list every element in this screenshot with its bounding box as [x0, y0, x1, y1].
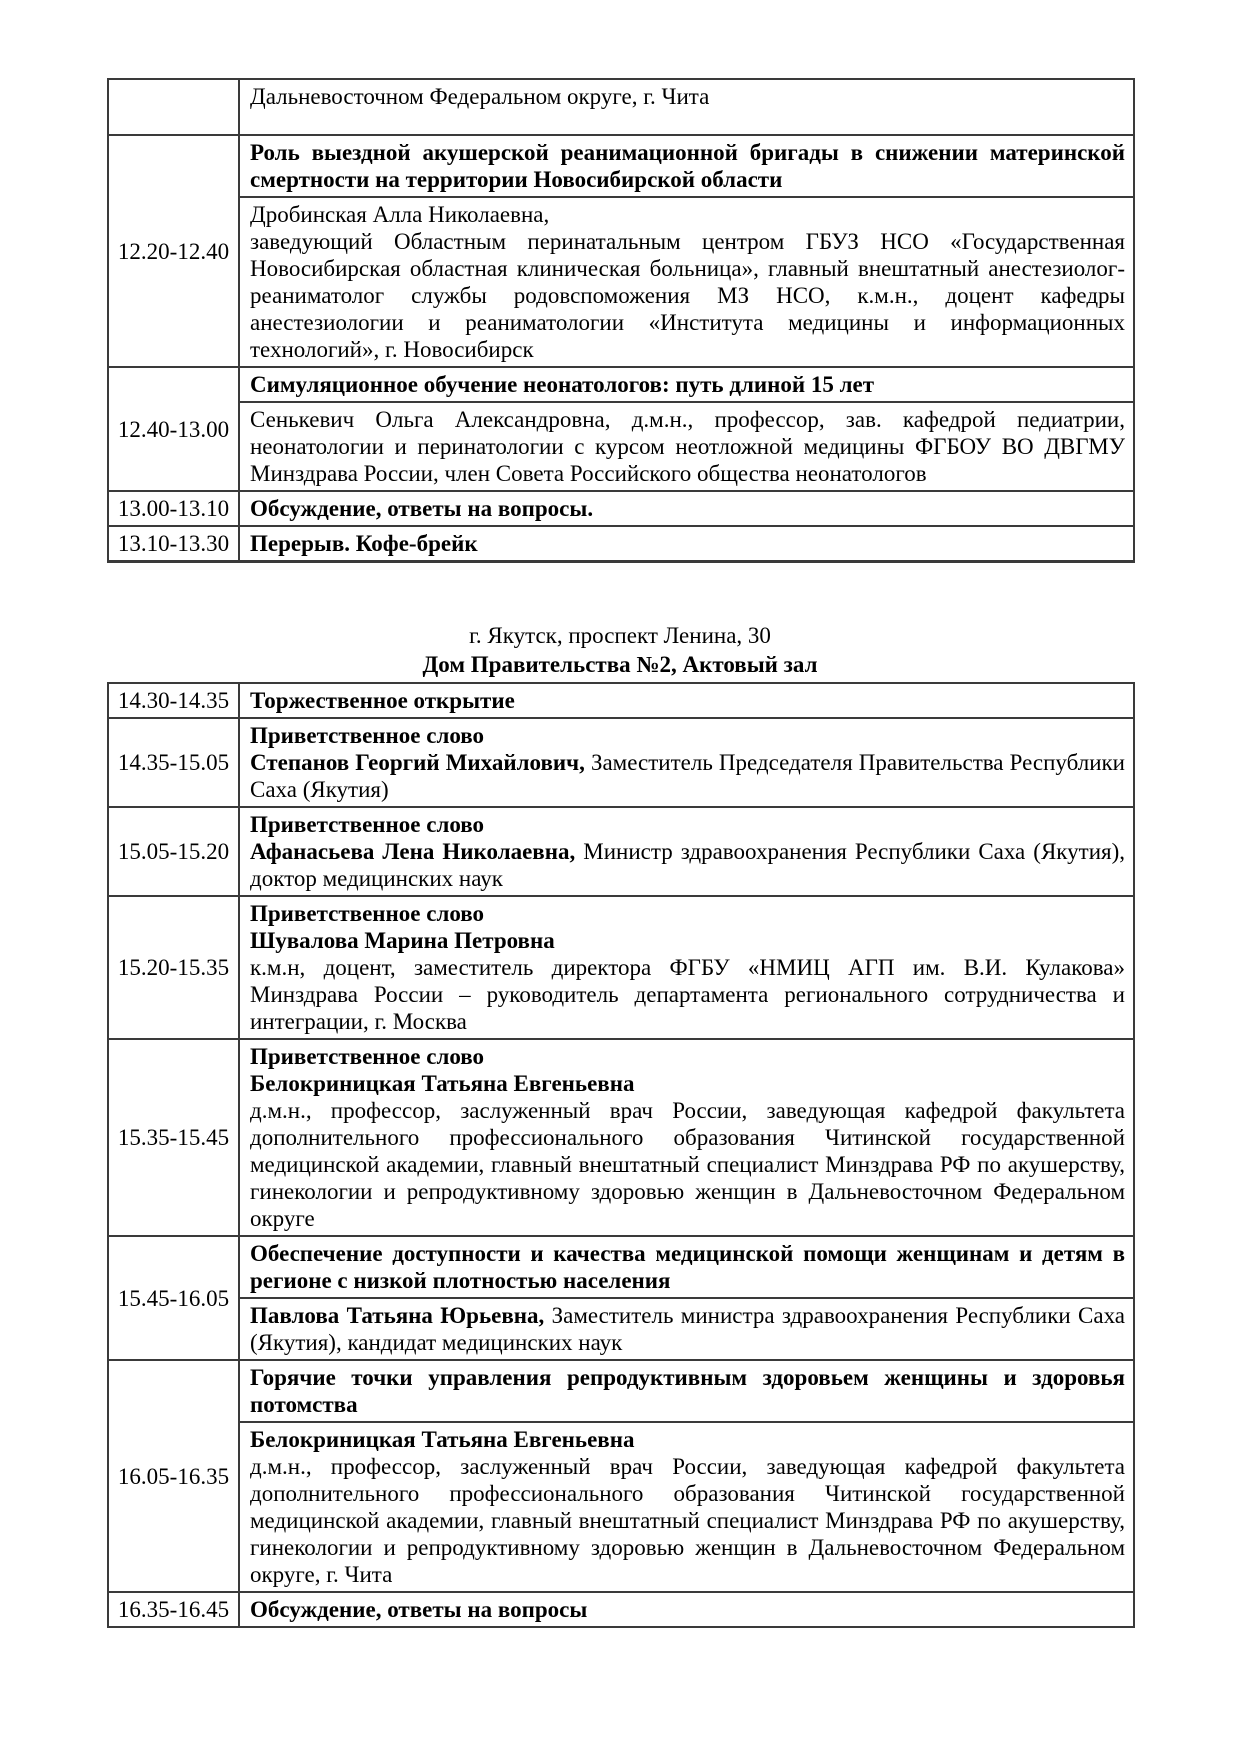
- welcome-heading: Приветственное слово: [250, 901, 485, 926]
- table-row: [108, 1039, 1134, 1236]
- table-row: [108, 402, 1134, 491]
- session-title: Перерыв. Кофе-брейк: [250, 531, 478, 556]
- speaker-cell: [239, 197, 1134, 367]
- speaker-name: Шувалова Марина Петровна: [250, 928, 555, 953]
- time-cell: 16.35-16.45: [108, 1592, 239, 1627]
- speaker-cell: [239, 402, 1134, 491]
- program-table-morning: [107, 78, 1135, 563]
- speaker-details: заведующий Областным перинатальным центром ГБУЗ НСО «Государственная Новосибирская областная клиническая больница», главный внештатный анестезиолог- реаниматолог службы родовспоможения МЗ НСО, к.м.н., доцент кафедры анестезиологии и реаниматологии «Института медицины и информационных технологий», г. Новосибирск: [250, 229, 1125, 362]
- speaker-details: к.м.н, доцент, заместитель директора ФГБУ «НМИЦ АГП им. В.И. Кулакова» Минздрава России – руководитель департамента регионального сотрудничества и интеграции, г. Москва: [250, 955, 1125, 1034]
- speaker-cell: [239, 1298, 1134, 1360]
- session-title-cell: [239, 526, 1134, 562]
- speaker-name: Афанасьева Лена Николаевна,: [250, 839, 576, 864]
- time-cell: 15.20-15.35: [108, 896, 239, 1039]
- welcome-heading: Приветственное слово: [250, 1044, 485, 1069]
- speaker-cell: [239, 1422, 1134, 1592]
- table-row: [108, 807, 1134, 896]
- speaker-name: Дробинская Алла Николаевна,: [250, 202, 550, 227]
- speaker-info: [250, 749, 1125, 803]
- speaker-info: [250, 838, 1125, 892]
- table-row: [108, 367, 1134, 402]
- time-cell: 12.20-12.40: [108, 135, 239, 367]
- venue-address: г. Якутск, проспект Ленина, 30: [469, 623, 771, 648]
- session-title: Торжественное открытие: [250, 688, 515, 713]
- table-row: [108, 718, 1134, 807]
- time-cell: 14.35-15.05: [108, 718, 239, 807]
- table-row: [108, 896, 1134, 1039]
- table-row: [108, 79, 1134, 135]
- welcome-heading: Приветственное слово: [250, 812, 485, 837]
- session-title-cell: [239, 683, 1134, 718]
- time-cell: 16.05-16.35: [108, 1360, 239, 1592]
- session-title-cell: [239, 1236, 1134, 1298]
- table-row: [108, 1298, 1134, 1360]
- carryover-text: Дальневосточном Федеральном округе, г. Чита: [250, 84, 710, 109]
- speaker-name: Белокриницкая Татьяна Евгеньевна: [250, 1071, 635, 1096]
- speaker-details: Заместитель министра здравоохранения Республики Саха (Якутия), кандидат медицинских наук: [250, 1303, 1126, 1355]
- time-cell: 15.05-15.20: [108, 807, 239, 896]
- session-title-cell: [239, 135, 1134, 197]
- speaker-cell: [239, 718, 1134, 807]
- time-cell: 13.10-13.30: [108, 526, 239, 562]
- time-cell: 15.35-15.45: [108, 1039, 239, 1236]
- time-cell: 14.30-14.35: [108, 683, 239, 718]
- session-title: Обеспечение доступности и качества медицинской помощи женщинам и детям в регионе с низкой плотностью населения: [250, 1241, 1125, 1293]
- speaker-name: Павлова Татьяна Юрьевна,: [250, 1303, 545, 1328]
- time-cell: 15.45-16.05: [108, 1236, 239, 1360]
- time-cell: 13.00-13.10: [108, 491, 239, 526]
- table-row: [108, 197, 1134, 367]
- table-row: [108, 1236, 1134, 1298]
- time-cell: [108, 79, 239, 135]
- session-title: Горячие точки управления репродуктивным здоровьем женщины и здоровья потомства: [250, 1365, 1125, 1417]
- carryover-text-cell: [239, 79, 1134, 135]
- session-title-cell: [239, 1592, 1134, 1627]
- welcome-heading: Приветственное слово: [250, 723, 485, 748]
- table-row: [108, 526, 1134, 562]
- speaker-info: [250, 1302, 1125, 1356]
- session-title-cell: [239, 491, 1134, 526]
- speaker-details: Заместитель Председателя Правительства Республики Саха (Якутия): [250, 750, 1125, 802]
- table-row: [108, 491, 1134, 526]
- session-title: Симуляционное обучение неонатологов: путь длиной 15 лет: [250, 372, 875, 397]
- table-row: [108, 1360, 1134, 1422]
- table-row: [108, 1422, 1134, 1592]
- venue-hall: Дом Правительства №2, Актовый зал: [422, 652, 818, 677]
- session-title: Роль выездной акушерской реанимационной бригады в снижении материнской смертности на территории Новосибирской области: [250, 140, 1125, 192]
- speaker-details: Сенькевич Ольга Александровна, д.м.н., профессор, зав. кафедрой педиатрии, неонатологии и перинатологии с курсом неотложной медицины ФГБОУ ВО ДВГМУ Минздрава России, член Совета Российского общества неонатологов: [250, 407, 1125, 486]
- table-row: [108, 135, 1134, 197]
- speaker-name: Белокриницкая Татьяна Евгеньевна: [250, 1427, 635, 1452]
- session-title-cell: [239, 1360, 1134, 1422]
- speaker-cell: [239, 807, 1134, 896]
- speaker-cell: [239, 1039, 1134, 1236]
- session-title: Обсуждение, ответы на вопросы: [250, 1597, 588, 1622]
- table-row: [108, 683, 1134, 718]
- venue-heading: [107, 621, 1133, 679]
- speaker-cell: [239, 896, 1134, 1039]
- speaker-name: Степанов Георгий Михайлович,: [250, 750, 585, 775]
- session-title: Обсуждение, ответы на вопросы.: [250, 496, 594, 521]
- session-title-cell: [239, 367, 1134, 402]
- speaker-details: д.м.н., профессор, заслуженный врач России, заведующая кафедрой факультета дополнительного профессионального образования Читинской государственной медицинской академии, главный внештатный специалист Минздрава РФ по акушерству, гинекологии и репродуктивному здоровью женщин в Дальневосточном Федеральном округе: [250, 1098, 1125, 1231]
- time-cell: 12.40-13.00: [108, 367, 239, 491]
- table-row: [108, 1592, 1134, 1627]
- speaker-details: Министр здравоохранения Республики Саха (Якутия), доктор медицинских наук: [250, 839, 1125, 891]
- speaker-details: д.м.н., профессор, заслуженный врач России, заведующая кафедрой факультета дополнительного профессионального образования Читинской государственной медицинской академии, главный внештатный специалист Минздрава РФ по акушерству, гинекологии и репродуктивному здоровью женщин в Дальневосточном Федеральном округе, г. Чита: [250, 1454, 1125, 1587]
- program-table-afternoon: [107, 682, 1135, 1628]
